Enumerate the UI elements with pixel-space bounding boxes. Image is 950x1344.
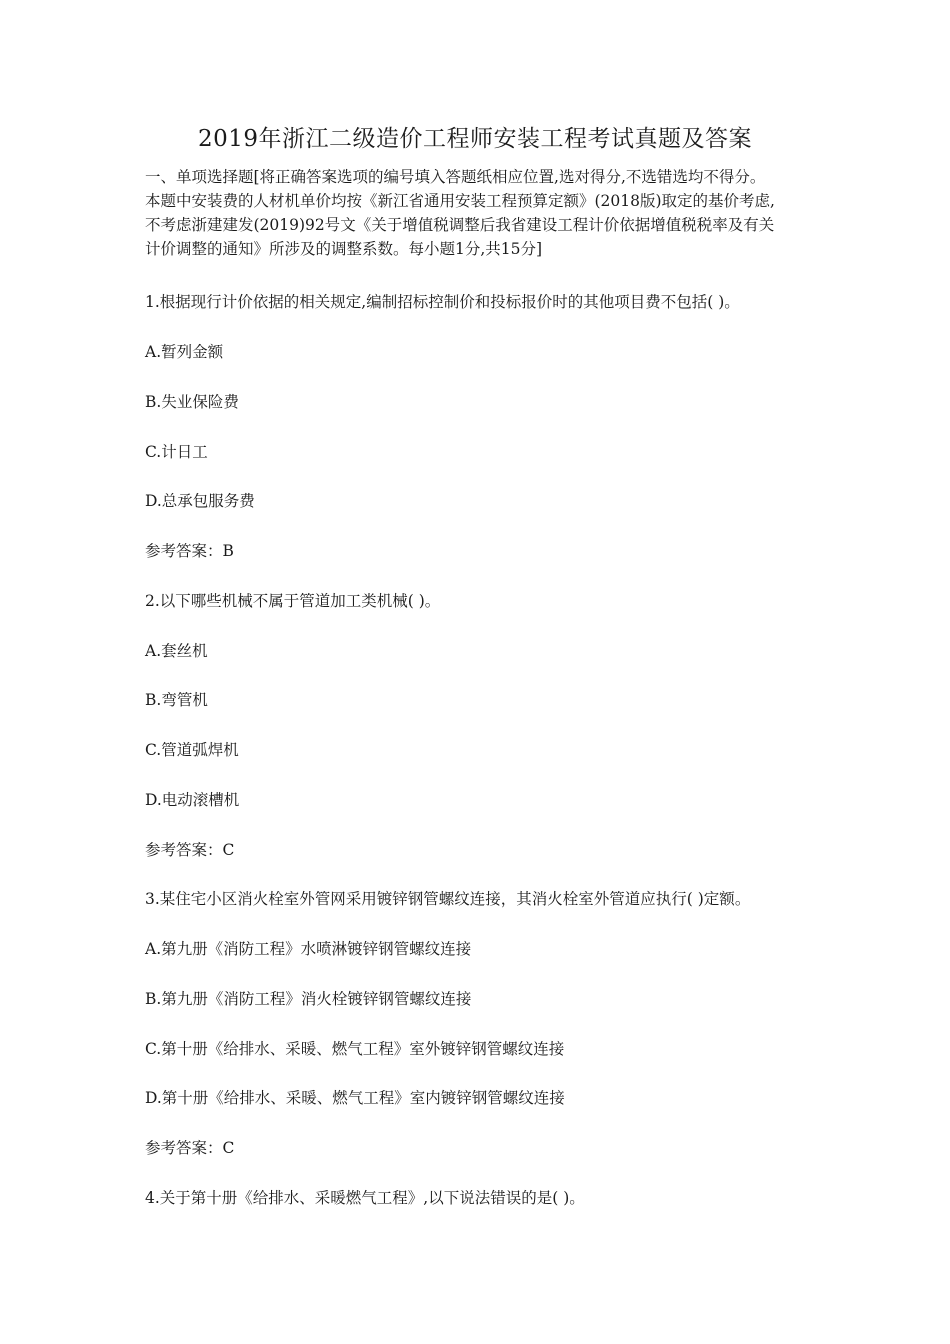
question-option: D.总承包服务费 xyxy=(145,492,255,510)
question-option: A.暂列金额 xyxy=(145,343,224,361)
question-option: A.第九册《消防工程》水喷淋镀锌钢管螺纹连接 xyxy=(145,940,472,958)
question-answer: 参考答案：C xyxy=(145,841,235,859)
question-option: B.弯管机 xyxy=(145,691,208,709)
question-stem: 2.以下哪些机械不属于管道加工类机械( )。 xyxy=(145,592,441,610)
question-option: C.管道弧焊机 xyxy=(145,741,239,759)
question-answer: 参考答案：C xyxy=(145,1139,235,1157)
question-stem: 4.关于第十册《给排水、采暖燃气工程》,以下说法错误的是( )。 xyxy=(145,1189,585,1207)
intro-line: 不考虑浙建建发(2019)92号文《关于增值税调整后我省建设工程计价依据增值税税率及有关 xyxy=(145,216,775,234)
section-intro xyxy=(145,165,815,261)
question-stem: 3.某住宅小区消火栓室外管网采用镀锌钢管螺纹连接，其消火栓室外管道应执行( )定额。 xyxy=(145,890,751,908)
question-option: A.套丝机 xyxy=(145,642,208,660)
question-option: D.第十册《给排水、采暖、燃气工程》室内镀锌钢管螺纹连接 xyxy=(145,1089,565,1107)
question-stem: 1.根据现行计价依据的相关规定,编制招标控制价和投标报价时的其他项目费不包括( )。 xyxy=(145,293,740,311)
intro-line: 计价调整的通知》所涉及的调整系数。每小题1分,共15分] xyxy=(145,240,543,258)
intro-line: 一、单项选择题[将正确答案选项的编号填入答题纸相应位置,选对得分,不选错选均不得分。 xyxy=(145,168,766,186)
question-option: D.电动滚槽机 xyxy=(145,791,240,809)
question-option: C.计日工 xyxy=(145,443,208,461)
document-title: 2019年浙江二级造价工程师安装工程考试真题及答案 xyxy=(197,126,753,152)
question-option: B.失业保险费 xyxy=(145,393,239,411)
question-option: B.第九册《消防工程》消火栓镀锌钢管螺纹连接 xyxy=(145,990,472,1008)
question-answer: 参考答案：B xyxy=(145,542,234,560)
intro-line: 本题中安装费的人材机单价均按《新江省通用安装工程预算定额》(2018版)取定的基价考虑, xyxy=(145,192,775,210)
question-option: C.第十册《给排水、采暖、燃气工程》室外镀锌钢管螺纹连接 xyxy=(145,1040,565,1058)
